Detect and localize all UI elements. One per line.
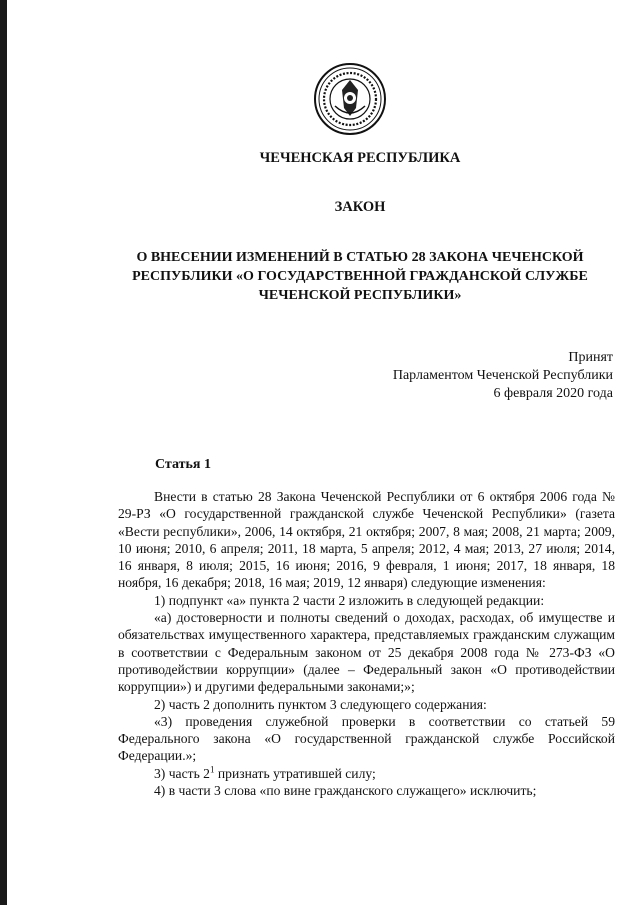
adoption-note [393, 349, 613, 403]
article-intro: Внести в статью 28 Закона Чеченской Республики от 6 октября 2006 года № 29-РЗ «О государственной гражданской службе Чеченской Республики» (газета «Вести республики», 2006, 14 октября, 21 октября; 2007, 8 мая; 2008, 21 марта; 2009, 10 июня; 2010, 6 апреля; 2011, 18 марта, 5 апреля; 2012, 4 мая; 2013, 27 июля; 2014, 16 января, 8 июля; 2015, 16 июня; 2016, 9 февраля, 1 июня; 2017, 18 января, 18 ноября, 16 декабря; 2018, 16 мая; 2019, 12 января) следующие изменения: [118, 489, 615, 591]
law-title-line: О ВНЕСЕНИИ ИЗМЕНЕНИЙ В СТАТЬЮ 28 ЗАКОНА ЧЕЧЕНСКОЙ [136, 250, 584, 265]
scan-edge-bar [0, 0, 7, 905]
adoption-date: 6 февраля 2020 года [493, 386, 613, 401]
coat-of-arms-seal-icon [313, 62, 387, 136]
article-body [118, 488, 615, 799]
document-type: ЗАКОН [334, 199, 386, 215]
republic-name: ЧЕЧЕНСКАЯ РЕСПУБЛИКА [259, 150, 461, 166]
law-title [110, 248, 610, 305]
amendment-item: 2) часть 2 дополнить пунктом 3 следующего содержания: [154, 696, 487, 712]
amendment-text: «3) проведения служебной проверки в соответствии со статьей 59 Федерального закона «О государственной гражданской службе Российской Федерации.»; [118, 713, 615, 764]
amendment-item [118, 765, 615, 782]
superscript: 1 [209, 764, 215, 775]
amendment-item-suffix: признать утратившей силу; [214, 765, 376, 781]
amendment-item: 4) в части 3 слова «по вине гражданского служащего» исключить; [154, 783, 537, 799]
law-title-line: РЕСПУБЛИКИ «О ГОСУДАРСТВЕННОЙ ГРАЖДАНСКОЙ СЛУЖБЕ [132, 269, 588, 284]
amendment-text: «а) достоверности и полноты сведений о доходах, расходах, об имуществе и обязательствах имущественного характера, представляемых гражданским служащим в соответствии с Федеральным законом от 25 декабря 2008 года № 273-ФЗ «О противодействии коррупции» (далее – Федеральный закон «О противодействии коррупции») и другими федеральными законами;»; [118, 610, 615, 695]
law-title-line: ЧЕЧЕНСКОЙ РЕСПУБЛИКИ» [258, 288, 462, 303]
adoption-line: Парламентом Чеченской Республики [392, 368, 613, 383]
amendment-item: 1) подпункт «а» пункта 2 части 2 изложить в следующей редакции: [154, 592, 545, 608]
article-heading: Статья 1 [155, 457, 211, 472]
amendment-item-prefix: 3) часть 2 [154, 765, 210, 781]
adoption-line: Принят [568, 350, 613, 365]
